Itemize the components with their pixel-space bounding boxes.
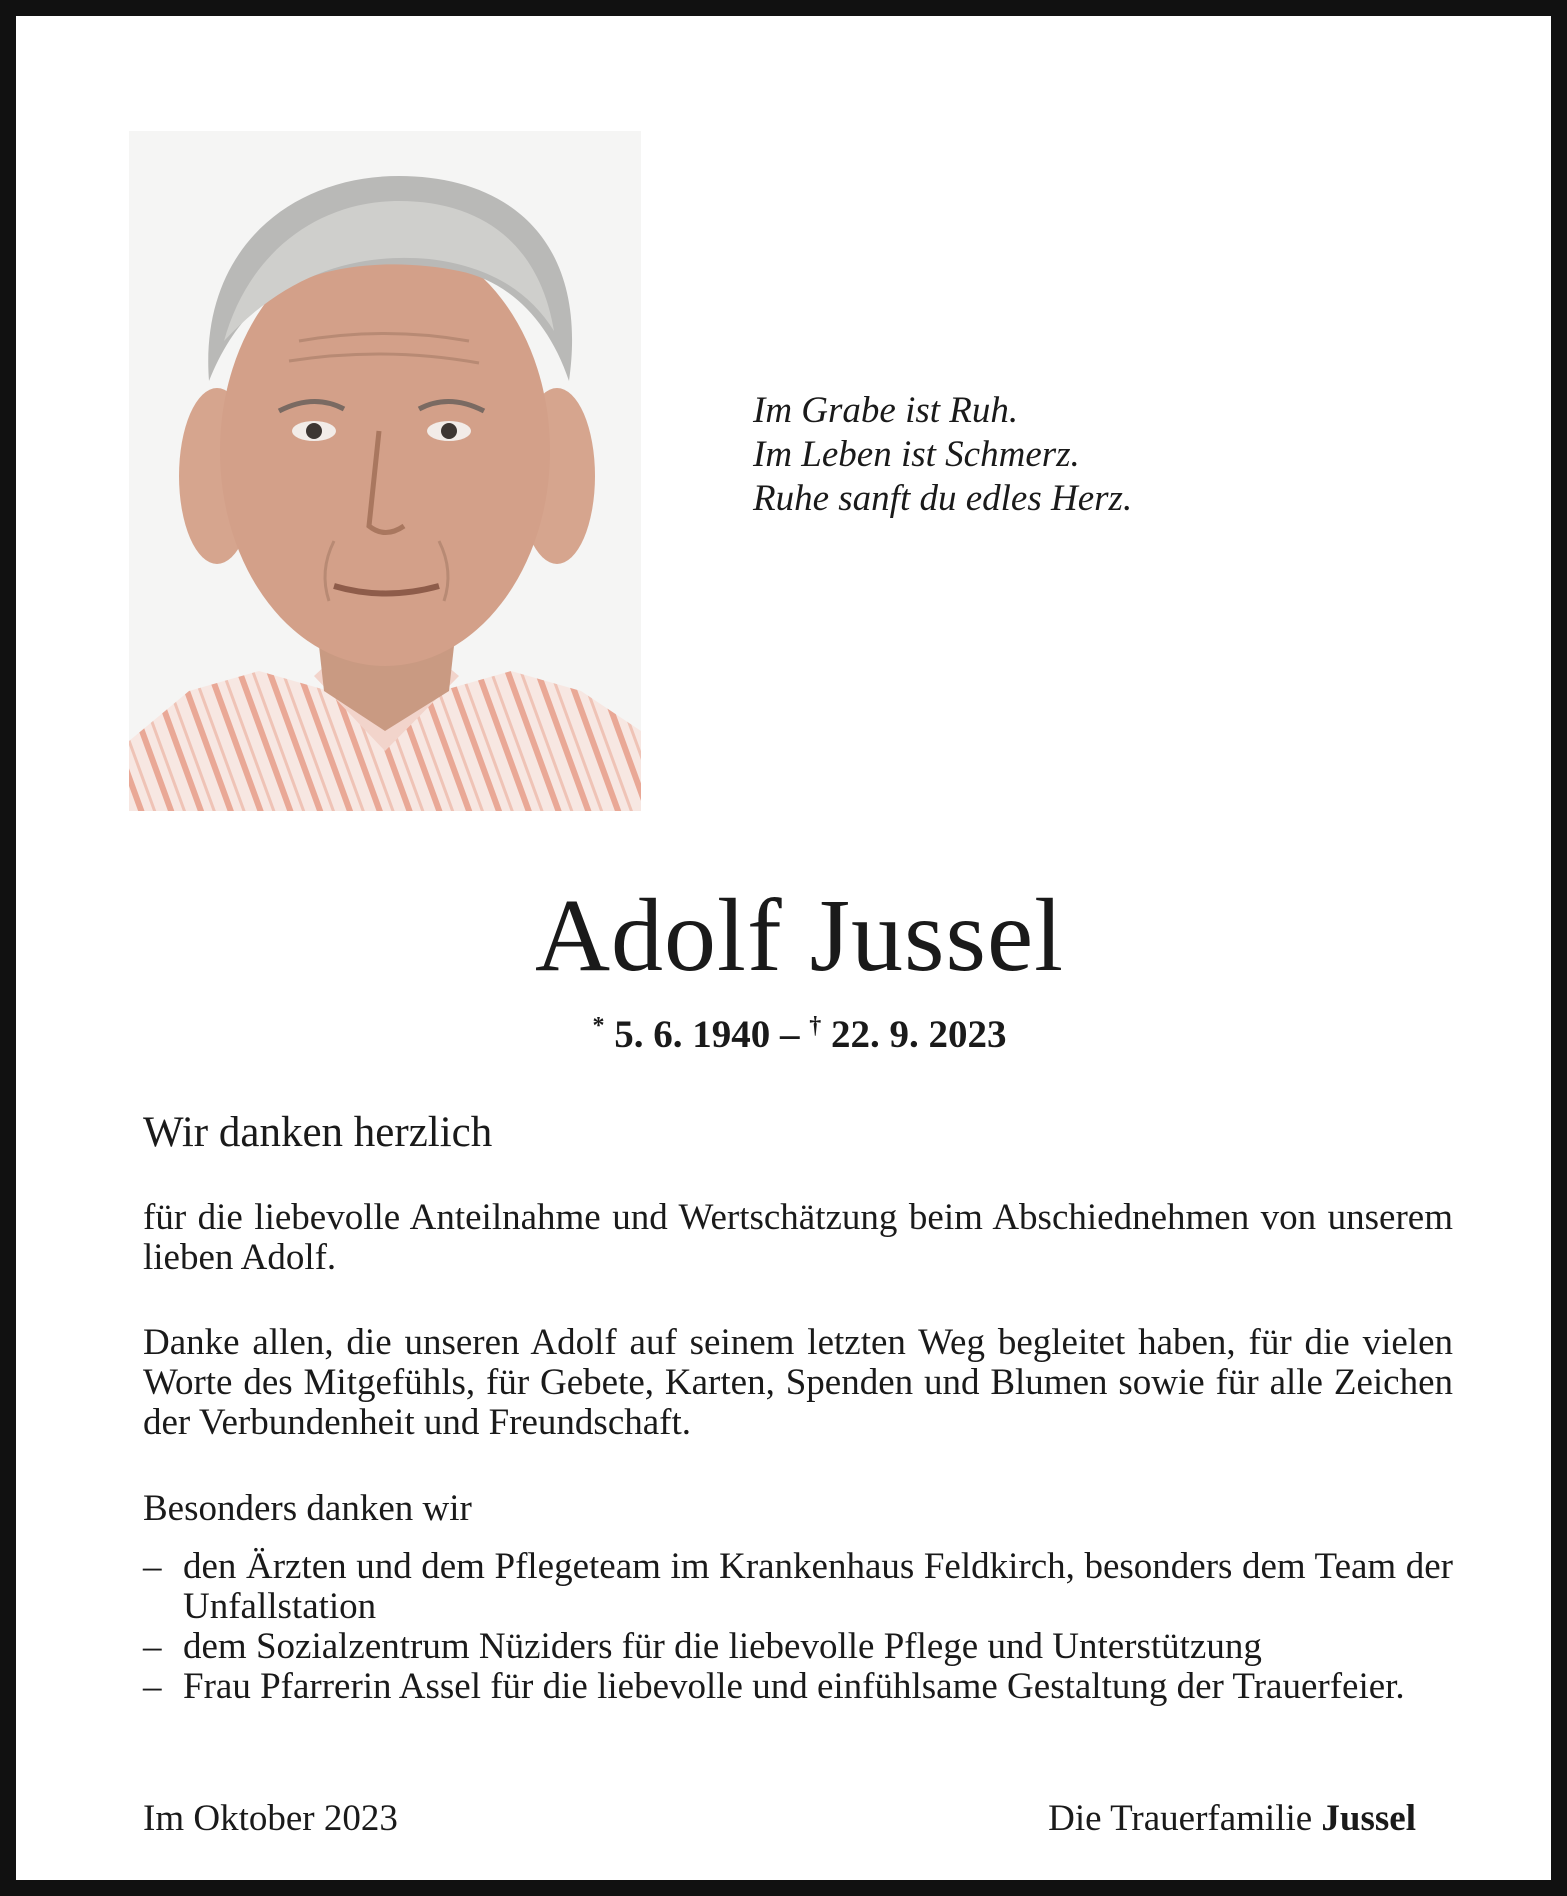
family-name: Jussel — [1321, 1798, 1416, 1839]
date-separator: – — [780, 1013, 800, 1056]
list-marker: – — [143, 1626, 162, 1667]
list-item-text: dem Sozialzentrum Nüziders für die liebevolle Pflege und Unterstützung — [183, 1626, 1262, 1667]
footer-signature — [1048, 1797, 1416, 1841]
portrait-illustration — [129, 131, 641, 811]
death-symbol: † — [809, 1013, 822, 1039]
list-marker: – — [143, 1666, 162, 1707]
quote-line: Im Leben ist Schmerz. — [753, 434, 1080, 475]
thanks-heading: Wir danken herzlich — [143, 1109, 493, 1156]
portrait-photo — [129, 131, 641, 811]
family-prefix: Die Trauerfamilie — [1048, 1798, 1313, 1839]
list-item — [143, 1627, 1453, 1667]
thanks-paragraph-2: Danke allen, die unseren Adolf auf seinem letzten Weg begleitet haben, für die vielen Worte des Mitgefühls, für Gebete, Karten, Spenden und Blumen sowie für alle Zeichen der Verbundenheit und Freundschaft. — [143, 1322, 1453, 1443]
list-item — [143, 1547, 1453, 1627]
list-marker: – — [143, 1546, 162, 1587]
life-dates — [16, 1003, 1567, 1058]
quote-line: Im Grabe ist Ruh. — [753, 390, 1019, 431]
list-item-text: Frau Pfarrerin Assel für die liebevolle und einfühlsame Gestaltung der Trauerfeier. — [183, 1666, 1405, 1707]
quote-line: Ruhe sanft du edles Herz. — [753, 478, 1133, 519]
thanks-list — [143, 1547, 1453, 1707]
death-date: 22. 9. 2023 — [831, 1013, 1007, 1056]
birth-symbol: * — [592, 1013, 605, 1039]
birth-date: 5. 6. 1940 — [614, 1013, 771, 1056]
list-item — [143, 1667, 1453, 1707]
list-item-text: den Ärzten und dem Pflegeteam im Krankenhaus Feldkirch, besonders dem Team der Unfallstation — [183, 1546, 1453, 1627]
footer-date: Im Oktober 2023 — [143, 1798, 398, 1839]
thanks-paragraph-1: für die liebevolle Anteilnahme und Wertschätzung beim Abschiednehmen von unserem lieben Adolf. — [143, 1197, 1453, 1278]
memorial-quote — [753, 389, 1132, 521]
deceased-name: Adolf Jussel — [534, 878, 1065, 993]
thanks-paragraph-3: Besonders danken wir — [143, 1488, 472, 1529]
